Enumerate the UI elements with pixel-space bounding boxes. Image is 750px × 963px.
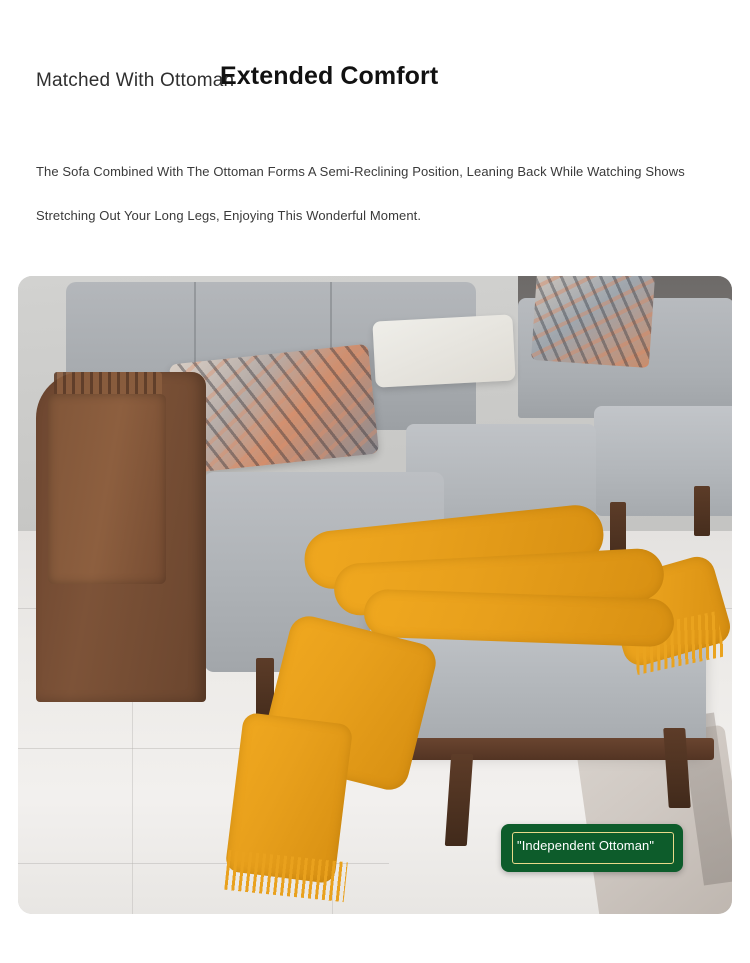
seat-cushion-right (594, 406, 732, 516)
description-line-2: Stretching Out Your Long Legs, Enjoying This Wonderful Moment. (36, 208, 422, 223)
throw-pillow-white (372, 314, 515, 387)
description-line-1: The Sofa Combined With The Ottoman Forms A Semi-Reclining Position, Leaning Back While Watching Shows (36, 164, 685, 179)
page-title: Extended Comfort (220, 62, 439, 90)
sofa-leg (256, 658, 274, 718)
caption-label: "Independent Ottoman" (517, 838, 655, 853)
floor-grout-line (332, 748, 333, 914)
floor-grout-line (18, 863, 389, 864)
ottoman-cushion (370, 592, 706, 752)
heading-block (36, 62, 696, 106)
throw-pillow-patterned-right (531, 276, 655, 368)
product-photo (18, 276, 732, 914)
sofa-leg (294, 636, 310, 692)
sofa-leg (610, 502, 626, 560)
arm-wood-panel (48, 394, 166, 584)
sofa-leg (694, 486, 710, 536)
heading-subtitle: Matched With Ottoman (36, 70, 235, 91)
description-block (36, 150, 716, 238)
ottoman-wood-frame (362, 738, 714, 760)
